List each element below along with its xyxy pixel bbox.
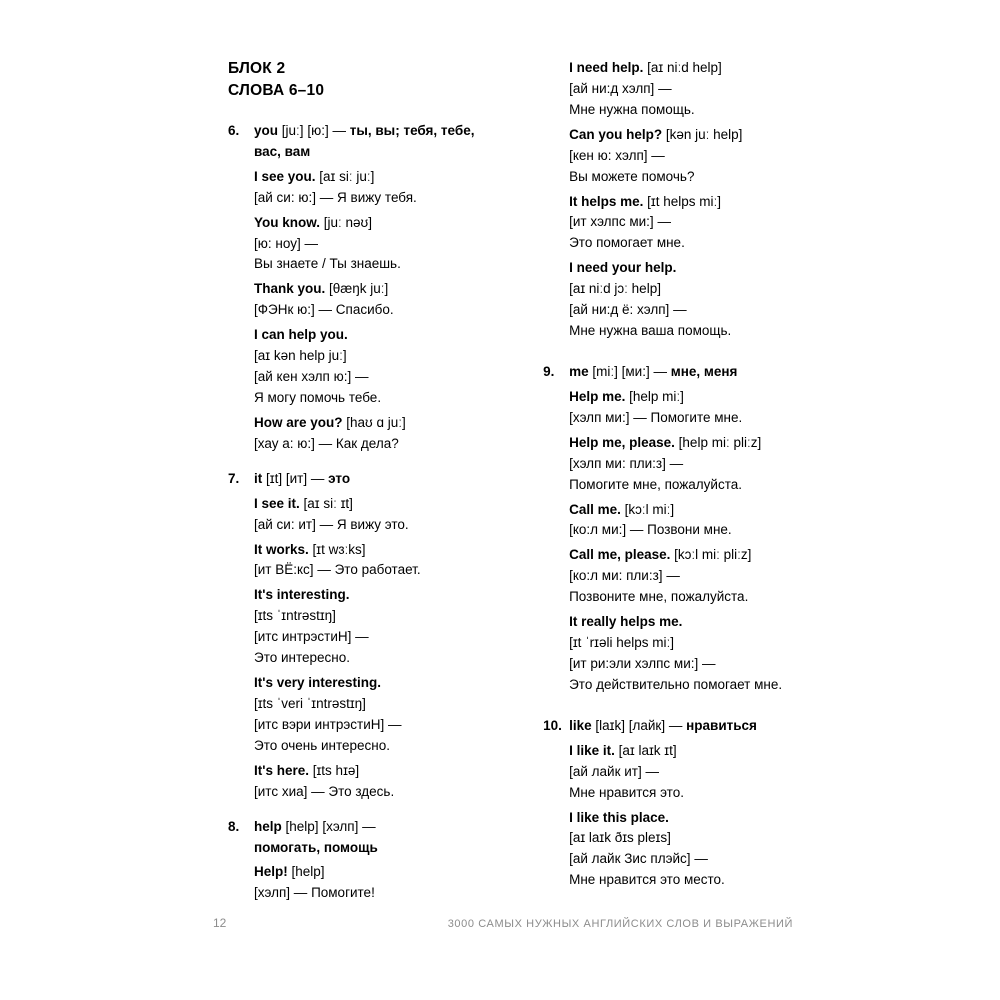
example-item [254,862,483,904]
example-ipa: [aɪ niːd jɔː help] [569,281,661,297]
example-english: I see it. [254,495,300,511]
example-translit: [ко:л ми: пли:з] [569,568,663,584]
example-ipa: [help miː] [629,388,684,404]
example-english: Call me, please. [569,547,671,563]
example-item [254,213,483,276]
example-ipa: [kɔːl miː] [624,501,675,517]
example-english: It helps me. [569,193,644,209]
example-item [569,741,808,804]
example-dash: — [645,763,659,779]
example-russian: Позвоните мне, пожалуйста. [569,589,749,605]
example-translit: [хэлп ми:] [569,409,630,425]
entry-number-spacer [543,58,569,342]
example-dash: — [318,302,333,318]
example-russian: Это интересно. [254,650,351,666]
example-english: I like it. [569,742,615,758]
example-item [254,167,483,209]
example-russian: Это действительно помогает мне. [569,676,783,692]
example-ipa: [haʊ ɑ juː] [346,414,406,430]
example-dash: — [355,629,369,645]
headword-ipa: [miː] [592,363,618,379]
example-english: I see you. [254,168,316,184]
entry-body [254,469,483,803]
example-ipa: [θæŋk juː] [329,281,389,297]
example-item [254,761,483,803]
example-russian: Мне нужна помощь. [569,101,695,117]
example-translit: [ай си: ит] [254,516,316,532]
headword-ipa: [help] [285,818,319,834]
example-english: It really helps me. [569,614,683,630]
entry-number: 6. [228,122,240,138]
example-ipa: [aɪ kən help juː] [254,348,347,364]
entry-number: 9. [543,363,555,379]
page-number: 12 [213,916,227,930]
headword-meaning: это [328,470,351,486]
headword-dash: — [362,818,376,834]
headword-meaning: помогать, помощь [254,839,378,855]
example-ipa: [aɪ laɪk ðɪs pleɪs] [569,830,671,846]
example-dash: — [355,369,369,385]
example-translit: [ит хэлпс ми:] [569,214,654,230]
example-dash: — [669,455,684,471]
headword-line [254,121,483,163]
example-english: It's interesting. [254,587,350,603]
example-russian: Мне нравится это. [569,784,684,800]
headword-meaning: мне, меня [670,363,738,379]
example-item [254,585,483,669]
example-dash: — [311,783,325,799]
running-title: 3000 САМЫХ НУЖНЫХ АНГЛИЙСКИХ СЛОВ И ВЫРАЖЕНИЙ [447,918,793,930]
entry-number: 10. [543,717,562,733]
example-translit: [итс хиа] [254,783,308,799]
example-item [569,258,808,342]
example-russian: Позвони мне. [647,522,732,538]
block-heading [228,58,483,103]
example-dash: — [694,851,708,867]
example-translit: [ай кен хэлп ю:] [254,369,352,385]
word-entry-continuation [543,58,808,342]
example-russian: Вы можете помочь? [569,168,695,184]
example-ipa: [aɪ siː ɪt] [303,495,353,511]
example-item [569,500,808,542]
example-item [569,545,808,608]
page-footer [0,916,1000,938]
example-ipa: [help] [291,864,325,880]
example-translit: [ит ри:эли хэлпс ми:] [569,655,699,671]
example-ipa: [ɪts ˈveri ˈɪntrəstɪŋ] [254,695,366,711]
headword-ipa: [ɪt] [266,470,283,486]
example-english: It's here. [254,762,309,778]
example-dash: — [293,885,308,901]
example-translit: [ай лайк Зис плэйс] [569,851,691,867]
example-dash: — [633,409,647,425]
headword-ipa: [laɪk] [595,717,625,733]
example-russian: Это помогает мне. [569,235,685,251]
example-dash: — [651,147,665,163]
word-entry [228,121,483,455]
headword-line [254,469,483,490]
example-item [254,673,483,757]
example-russian: Мне нужна ваша помощь. [569,323,732,339]
example-item [254,540,483,582]
entry-body [569,362,808,696]
example-russian: Я вижу это. [336,516,409,532]
example-dash: — [658,80,672,96]
example-english: It's very interesting. [254,675,382,691]
example-russian: Это очень интересно. [254,737,391,753]
word-entry [543,716,808,891]
example-dash: — [629,522,644,538]
example-ipa: [help miː pliːz] [678,434,762,450]
example-dash: — [318,435,333,451]
headword-dash: — [332,122,346,138]
example-translit: [ай ни:д хэлп] [569,80,655,96]
example-english: I need help. [569,60,644,75]
headword-translit: [ми:] [621,363,650,379]
example-english: Help me. [569,388,626,404]
example-ipa: [juː nəʊ] [323,214,372,230]
example-russian: Как дела? [335,435,399,451]
example-translit: [кен ю: хэлп] [569,147,648,163]
headword-meaning: нравиться [686,717,757,733]
example-english: It works. [254,541,309,557]
example-dash: — [319,189,334,205]
headword-translit: [ю:] [307,122,329,138]
entry-number: 7. [228,470,240,486]
example-russian: Это здесь. [328,783,395,799]
example-ipa: [aɪ siː juː] [319,168,375,184]
example-english: Help! [254,864,288,880]
example-ipa: [ɪt ˈrɪəli helps miː] [569,635,674,651]
example-item [254,279,483,321]
headword-line [254,817,483,859]
example-translit: [ит ВЁ:кс] [254,562,314,578]
example-english: I can help you. [254,327,348,343]
example-item [569,387,808,429]
example-english: How are you? [254,414,343,430]
headword-meaning: ты, вы; тебя, тебе, вас, вам [254,122,475,159]
headword-dash: — [310,470,325,486]
entry-body [254,121,483,455]
example-item [254,325,483,409]
entry-body [569,58,808,342]
example-translit: [ФЭНк ю:] [254,302,315,318]
headword-line [569,716,808,737]
example-translit: [хау а: ю:] [254,435,315,451]
example-ipa: [aɪ niːd help] [647,60,722,75]
headword-translit: [ит] [285,470,308,486]
example-dash: — [388,716,402,732]
example-item [569,612,808,696]
example-item [569,125,808,188]
example-translit: [итс интрэстиН] [254,629,352,645]
example-dash: — [317,562,331,578]
headword-word: like [569,717,592,733]
example-ipa: [aɪ laɪk ɪt] [618,742,677,758]
example-dash: — [304,235,318,251]
example-english: Help me, please. [569,434,675,450]
example-item [569,808,808,892]
example-russian: Помогите мне, пожалуйста. [569,476,743,492]
headword-line [569,362,808,383]
right-column [543,58,808,905]
entry-number: 8. [228,818,240,834]
headword-word: you [254,122,279,138]
example-ipa: [kən juː help] [665,126,743,142]
example-russian: Помогите мне. [650,409,743,425]
example-translit: [ай ни:д ё: хэлп] [569,302,670,318]
example-russian: Мне нравится это место. [569,872,725,888]
headword-translit: [хэлп] [322,818,359,834]
example-russian: Помогите! [311,885,375,901]
example-item [254,494,483,536]
example-dash: — [702,655,716,671]
example-english: Thank you. [254,281,326,297]
example-english: You know. [254,214,320,230]
example-english: I like this place. [569,809,669,825]
headword-translit: [лайк] [628,717,666,733]
example-item [254,413,483,455]
example-ipa: [ɪts hɪə] [312,762,360,778]
entry-body [254,817,483,905]
headword-dash: — [668,717,683,733]
example-russian: Это работает. [334,562,421,578]
example-ipa: [kɔːl miː pliːz] [674,547,752,563]
example-dash: — [673,302,687,318]
example-russian: Я вижу тебя. [337,189,417,205]
example-item [569,192,808,255]
word-entry [228,469,483,803]
two-column-body [228,58,808,918]
left-column [228,58,483,918]
headword-word: help [254,818,282,834]
block-heading-line1: БЛОК 2 [228,60,286,77]
entry-body [569,716,808,891]
example-translit: [ай лайк ит] [569,763,642,779]
example-dash: — [657,214,671,230]
example-ipa: [ɪt wɜːks] [312,541,366,557]
example-ipa: [ɪts ˈɪntrəstɪŋ] [254,608,336,624]
example-english: Can you help? [569,126,663,142]
example-translit: [итс вэри интрэстиН] [254,716,385,732]
word-entry [228,817,483,905]
example-translit: [хэлп] [254,885,291,901]
example-item [569,58,808,121]
example-ipa: [ɪt helps miː] [647,193,721,209]
headword-dash: — [653,363,667,379]
headword-word: me [569,363,589,379]
example-translit: [ю: ноу] [254,235,301,251]
example-dash: — [666,568,680,584]
example-russian: Спасибо. [335,302,394,318]
example-translit: [ко:л ми:] [569,522,627,538]
headword-word: it [254,470,263,486]
example-item [569,433,808,496]
example-translit: [ай си: ю:] [254,189,316,205]
example-english: Call me. [569,501,621,517]
example-translit: [хэлп ми: пли:з] [569,455,666,471]
headword-ipa: [juː] [281,122,304,138]
example-russian: Вы знаете / Ты знаешь. [254,256,401,272]
example-dash: — [319,516,334,532]
block-heading-line2: СЛОВА 6–10 [228,82,325,100]
word-entry [543,362,808,696]
example-english: I need your help. [569,260,677,276]
example-russian: Я могу помочь тебе. [254,390,382,405]
